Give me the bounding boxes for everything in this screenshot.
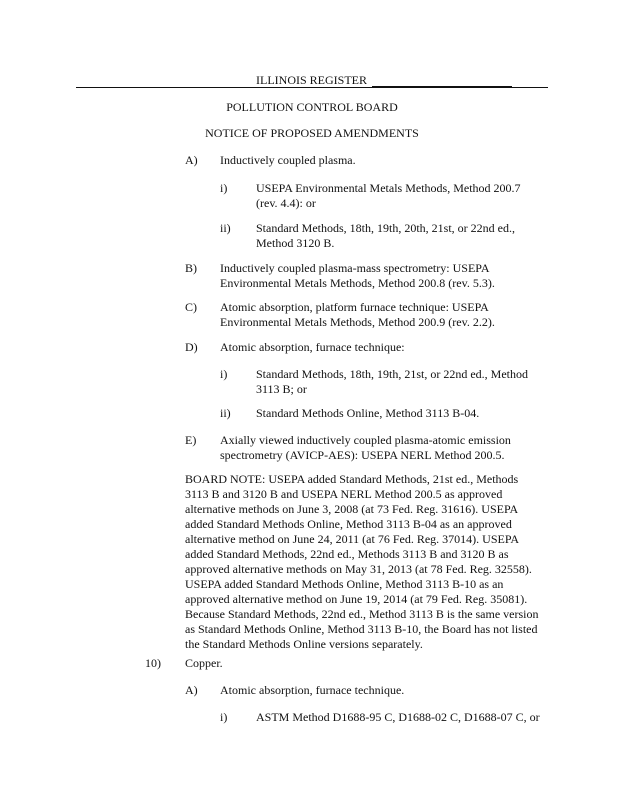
item-10-a-text: Atomic absorption, furnace technique. xyxy=(220,683,405,697)
item-10-a-label: A) xyxy=(185,683,198,697)
item-d-i-label: i) xyxy=(220,367,228,381)
item-c-text: Atomic absorption, platform furnace technique: USEPA Environmental Metals Methods, Method 200.9 (rev. 2.2). xyxy=(220,300,495,329)
item-10-a-i-label: i) xyxy=(220,710,228,724)
item-c-label: C) xyxy=(185,300,197,314)
item-d-text: Atomic absorption, furnace technique: xyxy=(220,340,405,354)
item-10-label: 10) xyxy=(145,656,161,670)
item-a-i-text: USEPA Environmental Metals Methods, Method 200.7 (rev. 4.4): or xyxy=(256,181,521,210)
item-e-label: E) xyxy=(185,433,197,447)
item-d-ii-text: Standard Methods Online, Method 3113 B-04. xyxy=(256,406,480,420)
item-a-ii-text: Standard Methods, 18th, 19th, 20th, 21st, or 22nd ed., Method 3120 B. xyxy=(256,221,515,250)
item-10-text: Copper. xyxy=(185,656,223,670)
item-d-ii-label: ii) xyxy=(220,406,231,420)
agency-heading: POLLUTION CONTROL BOARD xyxy=(226,100,398,114)
notice-heading: NOTICE OF PROPOSED AMENDMENTS xyxy=(205,126,419,140)
item-a-i-label: i) xyxy=(220,181,228,195)
item-a-text: Inductively coupled plasma. xyxy=(220,153,356,167)
item-d-label: D) xyxy=(185,340,198,354)
header-rule xyxy=(76,87,548,88)
item-10-a-i-text: ASTM Method D1688-95 C, D1688-02 C, D1688-07 C, or xyxy=(256,710,540,724)
item-d-i-text: Standard Methods, 18th, 19th, 21st, or 22nd ed., Method 3113 B; or xyxy=(256,367,528,396)
board-note: BOARD NOTE: USEPA added Standard Methods, 21st ed., Methods 3113 B and 3120 B and USEPA NERL Method 200.5 as approved alternative methods on June 3, 2008 (at 73 Fed. Reg. 31616). USEPA added Standard Methods Online, Method 3113 B-04 as an approved alternative method on June 24, 2011 (at 76 Fed. Reg. 37014). USEPA added Standard Methods, 22nd ed., Methods 3113 B and 3120 B as approved alternative methods on May 31, 2013 (at 78 Fed. Reg. 32558). USEPA added Standard Methods Online, Method 3113 B-10 as an approved alternative method on June 19, 2014 (at 79 Fed. Reg. 35081). Because Standard Methods, 22nd ed., Method 3113 B is the same version as Standard Methods Online, Method 3113 B-10, the Board has not listed the Standard Methods Online versions separately. xyxy=(185,472,539,651)
item-b-label: B) xyxy=(185,261,197,275)
item-b-text: Inductively coupled plasma-mass spectrometry: USEPA Environmental Metals Methods, Method 200.8 (rev. 5.3). xyxy=(220,261,495,290)
item-a-label: A) xyxy=(185,153,198,167)
item-e-text: Axially viewed inductively coupled plasma-atomic emission spectrometry (AVICP-AES): USEPA NERL Method 200.5. xyxy=(220,433,511,462)
item-a-ii-label: ii) xyxy=(220,221,231,235)
register-title: ILLINOIS REGISTER xyxy=(256,73,367,87)
